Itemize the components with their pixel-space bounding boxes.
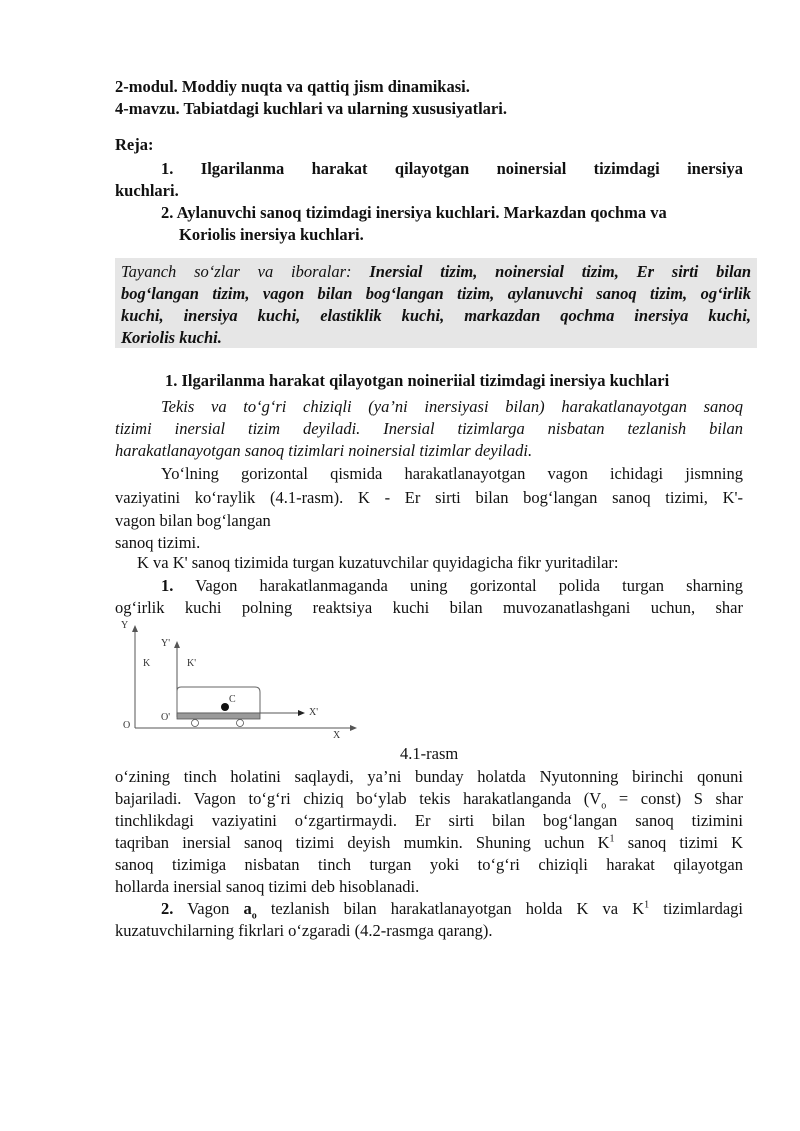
acceleration-subscript: o — [251, 910, 257, 922]
keywords-line-1 — [121, 262, 751, 282]
definition-line-3: harakatlanayotgan sanoq tizimlari noinersial tizimlar deyiladi. — [115, 441, 533, 460]
x-prime-axis-arrow — [298, 710, 305, 716]
ball-c — [221, 703, 229, 711]
continuation-line-4-part-a: taqriban inersial sanoq tizimi deyish mumkin. Shuning uchun K — [115, 833, 610, 852]
paragraph-4-part-a: Vagon — [173, 899, 244, 918]
label-c: C — [229, 694, 236, 705]
velocity-subscript: o — [601, 800, 607, 812]
paragraph-1-line-4: sanoq tizimi. — [115, 533, 201, 552]
paragraph-4-part-c: tizimlardagi — [649, 899, 743, 918]
keywords-line-1-terms: Inersial tizim, noinersial tizim, Er sirti bilan — [369, 262, 752, 281]
section-heading: 1. Ilgarilanma harakat qilayotgan noineriial tizimdagi inersiya kuchlari — [165, 371, 670, 390]
wagon-floor — [177, 713, 260, 719]
continuation-line-2-part-a: bajariladi. Vagon to‘g‘ri chiziq bo‘ylab tekis harakatlanganda (V — [115, 789, 602, 808]
label-y-prime: Y' — [161, 638, 171, 649]
paragraph-1-line-2: vaziyatini ko‘raylik (4.1-rasm). K - Er sirti bilan bog‘langan sanoq tizimi, K'- — [115, 488, 743, 507]
paragraph-3-text: Vagon harakatlanmaganda uning gorizontal polida turgan sharning — [173, 576, 743, 595]
y-prime-axis-arrow — [174, 641, 180, 648]
figure-caption: 4.1-rasm — [400, 744, 459, 763]
wagon-wheel-right — [237, 720, 244, 727]
paragraph-2: K va K' sanoq tizimida turgan kuzatuvchilar quyidagicha fikr yuritadilar: — [137, 553, 619, 572]
paragraph-4-part-b: tezlanish bilan harakatlanayotgan holda K va K — [256, 899, 645, 918]
continuation-line-1: o‘zining tinch holatini saqlaydi, ya’ni bunday holatda Nyutonning birinchi qonuni — [115, 767, 743, 786]
y-axis-arrow — [132, 625, 138, 632]
keywords-box — [115, 258, 757, 348]
paragraph-1-line-1: Yo‘lning gorizontal qismida harakatlanayotgan vagon ichidagi jismning — [161, 464, 743, 483]
keywords-line-2: bog‘langan tizim, vagon bilan bog‘langan tizim, aylanuvchi sanoq tizim, og‘irlik — [121, 284, 751, 303]
label-o-prime: O' — [161, 712, 171, 723]
wagon-wheel-left — [192, 720, 199, 727]
plan-item-1-line-1: 1. Ilgarilanma harakat qilayotgan noinersial tizimdagi inersiya — [161, 159, 743, 178]
keywords-label: Tayanch so‘zlar va iboralar: — [121, 262, 370, 281]
paragraph-3-line-1 — [161, 576, 743, 596]
label-k: K — [143, 658, 151, 669]
label-x-prime: X' — [309, 707, 319, 718]
definition-line-2: tizimi inersial tizim deyiladi. Inersial tizimlarga nisbatan tezlanish bilan — [115, 419, 743, 438]
paragraph-3-number: 1. — [161, 576, 174, 595]
label-y: Y — [121, 620, 129, 631]
continuation-line-5: sanoq tizimiga nisbatan tinch turgan yoki to‘g‘ri chiziqli harakat qilayotgan — [115, 855, 743, 874]
continuation-line-3: tinchlikdagi vaziyatini o‘zgartirmaydi. Er sirti bilan bog‘langan sanoq tizimini — [115, 811, 743, 830]
continuation-line-4-part-b: sanoq tizimi K — [614, 833, 744, 852]
plan-item-1-line-2: kuchlari. — [115, 181, 179, 200]
keywords-line-4: Koriolis kuchi. — [121, 328, 222, 347]
paragraph-1-line-3: vagon bilan bog‘langan — [115, 511, 271, 530]
label-x: X — [333, 730, 341, 741]
module-title: 2-modul. Moddiy nuqta va qattiq jism dinamikasi. — [115, 77, 470, 96]
paragraph-3-line-2: og‘irlik kuchi polning reaktsiya kuchi bilan muvozanatlashgani uchun, shar — [115, 598, 743, 617]
plan-title: Reja: — [115, 135, 154, 154]
continuation-line-4 — [115, 833, 743, 853]
paragraph-4-number: 2. — [161, 899, 174, 918]
x-axis-arrow — [350, 725, 357, 731]
continuation-line-2 — [115, 789, 743, 812]
continuation-line-2-part-b: = const) S shar — [606, 789, 743, 808]
label-k-prime: K' — [187, 658, 197, 669]
label-o: O — [123, 720, 131, 731]
wagon-body — [177, 687, 260, 713]
paragraph-4-line-2: kuzatuvchilarning fikrlari o‘zgaradi (4.2-rasmga qarang). — [115, 921, 493, 940]
paragraph-4-line-1 — [161, 899, 743, 922]
keywords-line-3: kuchi, inersiya kuchi, elastiklik kuchi, markazdan qochma inersiya kuchi, — [121, 306, 751, 325]
plan-item-2-line-2: Koriolis inersiya kuchlari. — [179, 225, 364, 244]
continuation-line-6: hollarda inersial sanoq tizimi deb hisoblanadi. — [115, 877, 420, 896]
acceleration-symbol: a — [243, 899, 252, 918]
figure-4-1-reference-frames — [115, 616, 365, 742]
plan-item-2-line-1: 2. Aylanuvchi sanoq tizimdagi inersiya kuchlari. Markazdan qochma va — [161, 203, 667, 222]
definition-line-1: Tekis va to‘g‘ri chiziqli (ya’ni inersiyasi bilan) harakatlanayotgan sanoq — [161, 397, 743, 416]
k-prime-superscript: 1 — [644, 899, 650, 911]
topic-title: 4-mavzu. Tabiatdagi kuchlari va ularning xususiyatlari. — [115, 99, 507, 118]
k-superscript: 1 — [609, 833, 615, 845]
